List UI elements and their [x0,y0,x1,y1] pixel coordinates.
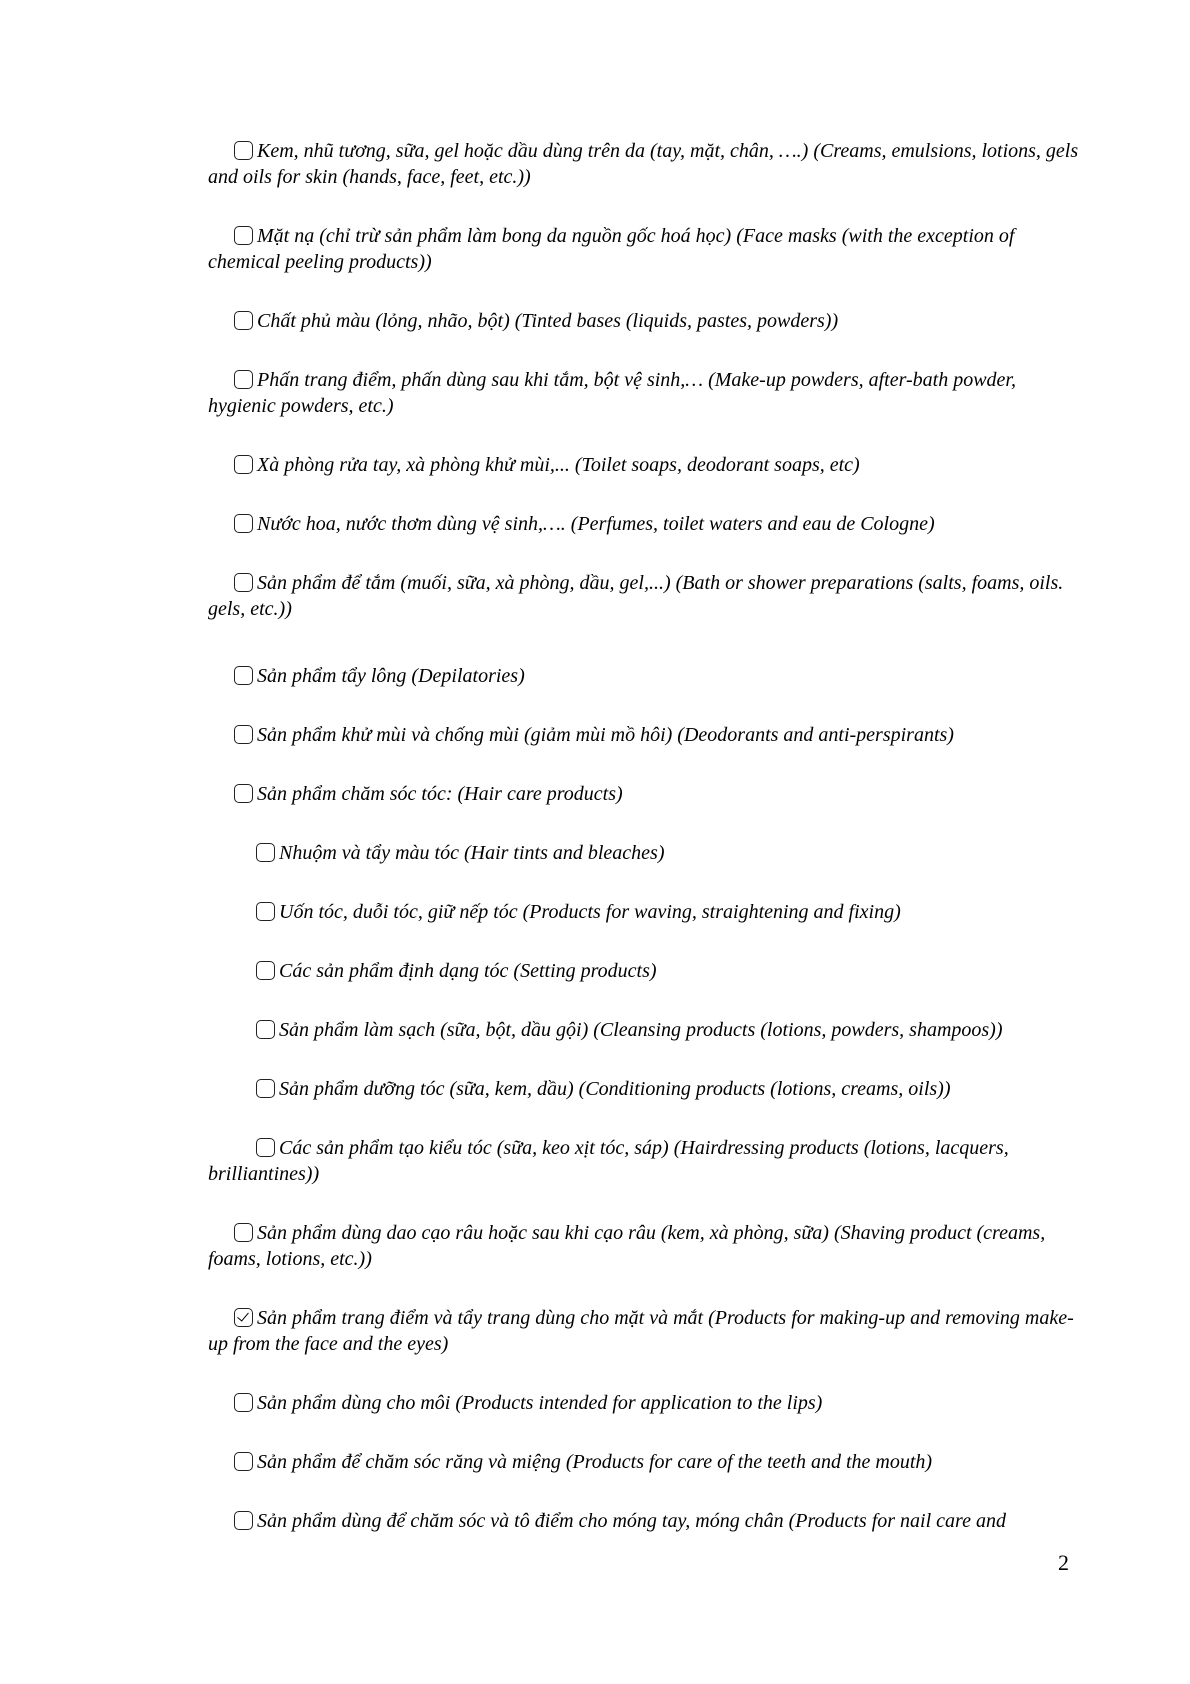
checkbox[interactable] [234,1452,253,1471]
checklist-item [208,840,1088,866]
checkbox[interactable] [234,666,253,685]
checklist-item-label: Nước hoa, nước thơm dùng vệ sinh,…. (Perfumes, toilet waters and eau de Cologne) [257,513,935,535]
checklist-item [208,570,1088,622]
checklist-item-label: Uốn tóc, duỗi tóc, giữ nếp tóc (Products for waving, straightening and fixing) [279,901,901,923]
checkbox[interactable] [256,902,275,921]
checklist-item-label: Sản phẩm dưỡng tóc (sữa, kem, dầu) (Conditioning products (lotions, creams, oils)) [279,1078,951,1100]
checklist-item [208,1220,1088,1272]
checkbox[interactable] [256,1079,275,1098]
checkbox[interactable] [234,370,253,389]
checklist-item-label: Sản phẩm dùng để chăm sóc và tô điểm cho móng tay, móng chân (Products for nail care and [257,1510,1006,1532]
checklist-item [208,663,1088,689]
checklist-item [208,452,1088,478]
page-number: 2 [1058,1550,1069,1575]
checklist-item-label: Sản phẩm tẩy lông (Depilatories) [257,665,525,687]
checklist-item [208,722,1088,748]
checklist-item-label: Xà phòng rửa tay, xà phòng khử mùi,... (Toilet soaps, deodorant soaps, etc) [257,454,860,476]
checklist-item [208,367,1088,419]
checklist-item-label: Sản phẩm dùng dao cạo râu hoặc sau khi cạo râu (kem, xà phòng, sữa) (Shaving product (creams, foams, lotions, etc.)) [208,1222,1046,1270]
checkbox[interactable] [256,961,275,980]
checkbox[interactable] [256,843,275,862]
checkbox[interactable] [234,573,253,592]
checklist-item [208,223,1088,275]
checkbox[interactable] [256,1138,275,1157]
checklist-item-label: Các sản phẩm định dạng tóc (Setting products) [279,960,657,982]
checklist-item [208,1390,1088,1416]
checkbox[interactable] [234,1511,253,1530]
checkbox[interactable] [234,311,253,330]
checklist-item-label: Sản phẩm làm sạch (sữa, bột, dầu gội) (Cleansing products (lotions, powders, shampoos)) [279,1019,1003,1041]
checklist-item [208,958,1088,984]
checkbox[interactable] [234,141,253,160]
checklist-item [208,308,1088,334]
checklist-item [208,1135,1088,1187]
checkbox[interactable] [234,725,253,744]
checklist-item [208,899,1088,925]
checklist-item [208,1449,1088,1475]
checklist-item-label: Sản phẩm để tắm (muối, sữa, xà phòng, dầu, gel,...) (Bath or shower preparations (salts, foams, oils. gels, etc.)) [208,572,1064,620]
checklist-item [208,1076,1088,1102]
checkbox[interactable] [234,1393,253,1412]
checkbox[interactable] [256,1020,275,1039]
checklist-item-label: Kem, nhũ tương, sữa, gel hoặc dầu dùng trên da (tay, mặt, chân, ….) (Creams, emulsions, lotions, gels and oils for skin (hands, face, feet, etc.)) [208,140,1079,188]
checklist-item-label: Các sản phẩm tạo kiểu tóc (sữa, keo xịt tóc, sáp) (Hairdressing products (lotions, lacquers, brilliantines)) [208,1137,1009,1185]
checklist-item-label: Mặt nạ (chỉ trừ sản phẩm làm bong da nguồn gốc hoá học) (Face masks (with the exception of chemical peeling products)) [208,225,1015,273]
checklist-item [208,1017,1088,1043]
checklist-item-label: Chất phủ màu (lỏng, nhão, bột) (Tinted bases (liquids, pastes, powders)) [257,310,839,332]
checklist-item-label: Phấn trang điểm, phấn dùng sau khi tắm, bột vệ sinh,… (Make-up powders, after-bath powder, hygienic powders, etc.) [208,369,1016,417]
checklist-item-label: Sản phẩm để chăm sóc răng và miệng (Products for care of the teeth and the mouth) [257,1451,933,1473]
checklist-item [208,1305,1088,1357]
checklist-item-label: Sản phẩm chăm sóc tóc: (Hair care products) [257,783,623,805]
checklist-item [208,781,1088,807]
checklist-item [208,1508,1088,1534]
checklist-item-label: Sản phẩm khử mùi và chống mùi (giảm mùi mồ hôi) (Deodorants and anti-perspirants) [257,724,954,746]
checklist-item-label: Nhuộm và tẩy màu tóc (Hair tints and bleaches) [279,842,665,864]
checkbox[interactable] [234,226,253,245]
checked-checkbox[interactable] [234,1308,253,1327]
checklist-item [208,511,1088,537]
checkbox[interactable] [234,455,253,474]
checklist-item [208,138,1088,190]
checklist-item-label: Sản phẩm dùng cho môi (Products intended for application to the lips) [257,1392,823,1414]
checkbox[interactable] [234,514,253,533]
checkbox[interactable] [234,784,253,803]
checkbox[interactable] [234,1223,253,1242]
checklist-item-label: Sản phẩm trang điểm và tẩy trang dùng cho mặt và mắt (Products for making-up and removing make-up from the face and the eyes) [208,1307,1074,1355]
